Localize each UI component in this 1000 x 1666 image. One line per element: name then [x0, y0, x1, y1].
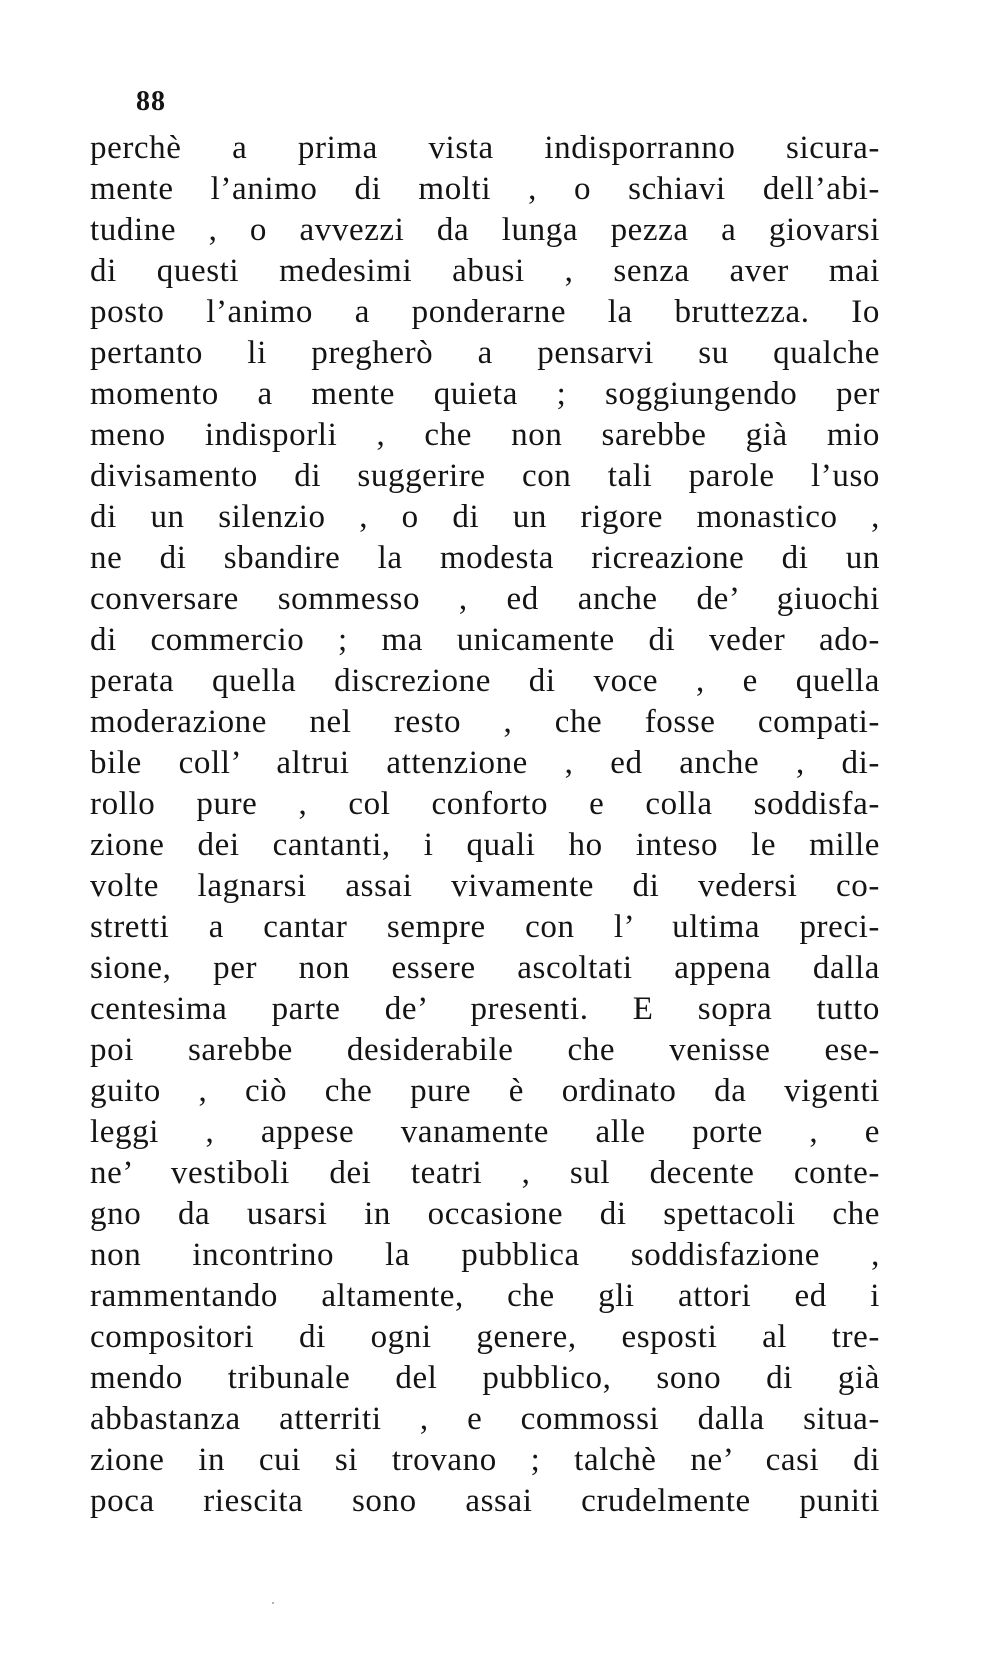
- text-line: rollo pure , col conforto e colla soddisfa-: [90, 786, 880, 822]
- text-line: mente l’animo di molti , o schiavi dell’abi-: [90, 171, 880, 207]
- text-line: abbastanza atterriti , e commossi dalla situa-: [90, 1401, 880, 1437]
- text-line: rammentando altamente, che gli attori ed i: [90, 1278, 880, 1314]
- text-line: momento a mente quieta ; soggiungendo per: [90, 376, 880, 412]
- text-line: non incontrino la pubblica soddisfazione ,: [90, 1237, 880, 1273]
- text-line: pertanto li pregherò a pensarvi su qualche: [90, 335, 880, 371]
- text-line: di un silenzio , o di un rigore monastico ,: [90, 499, 880, 535]
- text-line: zione in cui si trovano ; talchè ne’ casi di: [90, 1442, 880, 1478]
- text-line: gno da usarsi in occasione di spettacoli che: [90, 1196, 880, 1232]
- paper-speck: [272, 1602, 274, 1604]
- text-line: ne di sbandire la modesta ricreazione di un: [90, 540, 880, 576]
- text-line: centesima parte de’ presenti. E sopra tutto: [90, 991, 880, 1027]
- text-line: di questi medesimi abusi , senza aver mai: [90, 253, 880, 289]
- text-line: leggi , appese vanamente alle porte , e: [90, 1114, 880, 1150]
- text-line: sione, per non essere ascoltati appena dalla: [90, 950, 880, 986]
- text-line: zione dei cantanti, i quali ho inteso le mille: [90, 827, 880, 863]
- text-line: ne’ vestiboli dei teatri , sul decente conte-: [90, 1155, 880, 1191]
- body-text: [90, 128, 880, 1522]
- text-line: mendo tribunale del pubblico, sono di già: [90, 1360, 880, 1396]
- text-line: meno indisporli , che non sarebbe già mio: [90, 417, 880, 453]
- text-line: posto l’animo a ponderarne la bruttezza. Io: [90, 294, 880, 330]
- text-line: poi sarebbe desiderabile che venisse ese-: [90, 1032, 880, 1068]
- text-line: bile coll’ altrui attenzione , ed anche , di-: [90, 745, 880, 781]
- text-line: perata quella discrezione di voce , e quella: [90, 663, 880, 699]
- text-line: stretti a cantar sempre con l’ ultima preci-: [90, 909, 880, 945]
- text-line: compositori di ogni genere, esposti al tre-: [90, 1319, 880, 1355]
- text-line: perchè a prima vista indisporranno sicura-: [90, 130, 880, 166]
- text-line: conversare sommesso , ed anche de’ giuochi: [90, 581, 880, 617]
- page-number: 88: [136, 86, 166, 117]
- text-line: moderazione nel resto , che fosse compati-: [90, 704, 880, 740]
- text-line: guito , ciò che pure è ordinato da vigenti: [90, 1073, 880, 1109]
- text-line: poca riescita sono assai crudelmente puniti: [90, 1483, 880, 1519]
- text-line: tudine , o avvezzi da lunga pezza a giovarsi: [90, 212, 880, 248]
- text-line: di commercio ; ma unicamente di veder ado-: [90, 622, 880, 658]
- text-line: volte lagnarsi assai vivamente di vedersi co-: [90, 868, 880, 904]
- text-line: divisamento di suggerire con tali parole l’uso: [90, 458, 880, 494]
